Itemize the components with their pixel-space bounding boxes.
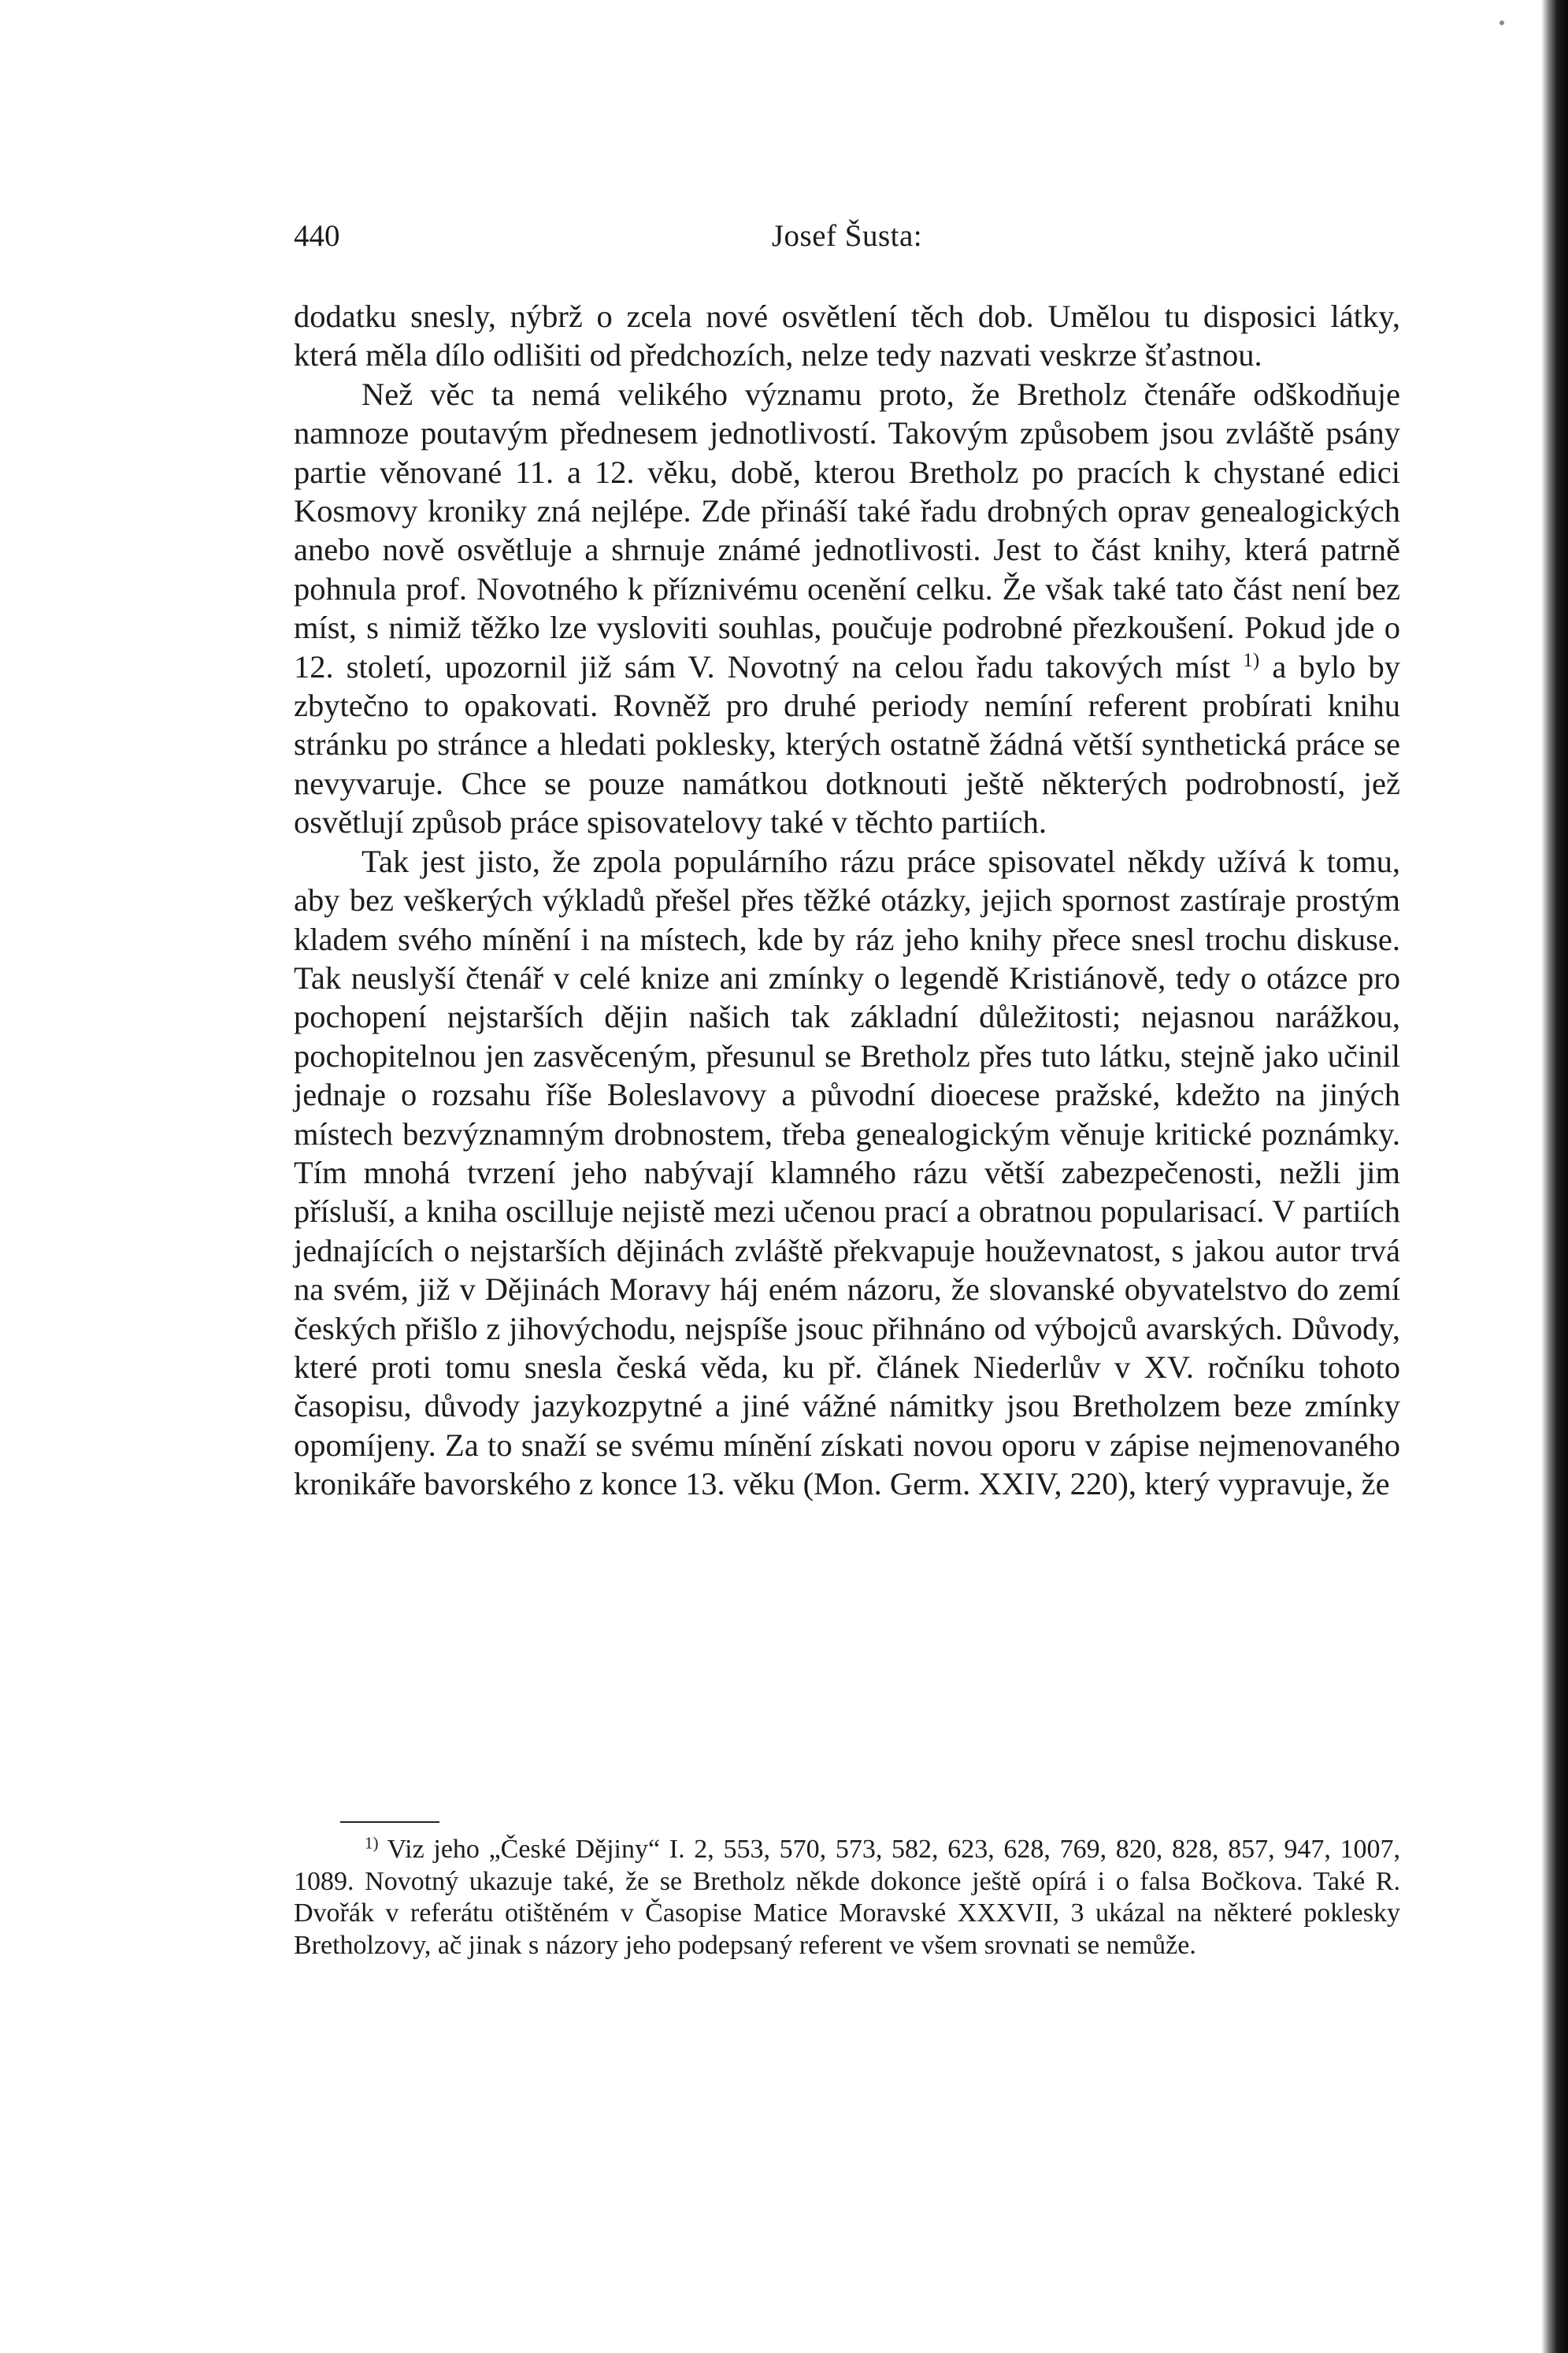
paragraph-2 xyxy=(294,375,1400,842)
main-text xyxy=(294,297,1400,1504)
paragraph-2-continuation: a bylo by zbytečno to opakovati. Rovněž pro druhé periody nemíní referent probírati knihu stránku po stránce a hledati poklesky, kterých ostatně žádná větší synthetická práce se nevyvaruje. Chce se pouze namátkou dotknouti ještě některých podrobností, jež osvětlují způsob práce spisovatelovy také v těchto partiích. xyxy=(294,648,1401,841)
page-number: 440 xyxy=(294,219,340,253)
paragraph-1: dodatku snesly, nýbrž o zcela nové osvětlení těch dob. Umělou tu disposici látky, která měla dílo odlišiti od předchozích, nelze tedy nazvati veskrze šťastnou. xyxy=(294,299,1400,373)
paragraph-2-text: Než věc ta nemá velikého významu proto, že Bretholz čtenáře odškodňuje namnoze poutavým přednesem jednotlivostí. Takovým způsobem jsou zvláště psány partie věnované 11. a 12. věku, době, kterou Bretholz po pracích k chystané edici Kosmovy kroniky zná nejlépe. Zde přináší také řadu drobných oprav genealogických anebo nově osvětluje a shrnuje známé jednotlivosti. Jest to část knihy, která patrně pohnula prof. Novotného k příznivému ocenění celku. Že však také tato část není bez míst, s nimiž těžko lze vysloviti souhlas, poučuje podrobné přezkoušení. Pokud jde o 12. století, upozornil již sám V. Novotný na celou řadu takových míst xyxy=(294,376,1400,685)
scanned-page-edge xyxy=(1541,0,1568,2353)
footnote-text: Viz jeho „České Dějiny“ I. 2, 553, 570, 573, 582, 623, 628, 769, 820, 828, 857, 947, 1007, 1089. Novotný ukazuje také, že se Bretholz někde dokonce ještě opírá i o falsa Bočkova. Také R. Dvořák v referátu otištěném v Časopise Matice Moravské XXXVII, 3 ukázal na některé poklesky Bretholzovy, ač jinak s názory jeho podepsaný referent ve všem srovnati se nemůže. xyxy=(294,1835,1401,1960)
footnotes xyxy=(294,1834,1400,1961)
footnote-marker: 1) xyxy=(365,1833,379,1853)
scan-dust-speck xyxy=(1499,20,1504,25)
footnote-1 xyxy=(294,1834,1400,1961)
footnote-divider xyxy=(340,1821,439,1823)
paragraph-3: Tak jest jisto, že zpola populárního rázu práce spisovatel někdy užívá k tomu, aby bez veškerých výkladů přešel přes těžké otázky, jejich spornost zastíraje prostým kladem svého mínění i na místech, kde by ráz jeho knihy přece snesl trochu diskuse. Tak neuslyší čtenář v celé knize ani zmínky o legendě Kristiánově, tedy o otázce pro pochopení nejstarších dějin našich tak základní důležitosti; nejasnou narážkou, pochopitelnou jen zasvěceným, přesunul se Bretholz přes tuto látku, stejně jako učinil jednaje o rozsahu říše Boleslavovy a původní dioecese pražské, kdežto na jiných místech bezvýznamným drobnostem, třeba genealogickým věnuje kritické poznámky. Tím mnohá tvrzení jeho nabývají klamného rázu větší zabezpečenosti, nežli jim přísluší, a kniha oscilluje nejistě mezi učenou prací a obratnou popularisací. V partiích jednajících o nejstarších dějinách zvláště překvapuje houževnatost, s jakou autor trvá na svém, již v Dějinách Moravy háj eném názoru, že slovanské obyvatelstvo do zemí českých přišlo z jihovýchodu, nejspíše jsouc přihnáno od výbojců avarských. Důvody, které proti tomu snesla česká věda, ku př. článek Niederlův v XV. ročníku tohoto časopisu, důvody jazykozpytné a jiné vážné námitky jsou Bretholzem beze zmínky opomíjeny. Za to snaží se svému mínění získati novou oporu v zápise nejmenovaného kronikáře bavorského z konce 13. věku (Mon. Germ. XXIV, 220), který vypravuje, že xyxy=(294,843,1400,1502)
page-header xyxy=(294,214,1400,258)
running-head: Josef Šusta: xyxy=(771,219,923,253)
footnote-reference: 1) xyxy=(1243,649,1260,671)
